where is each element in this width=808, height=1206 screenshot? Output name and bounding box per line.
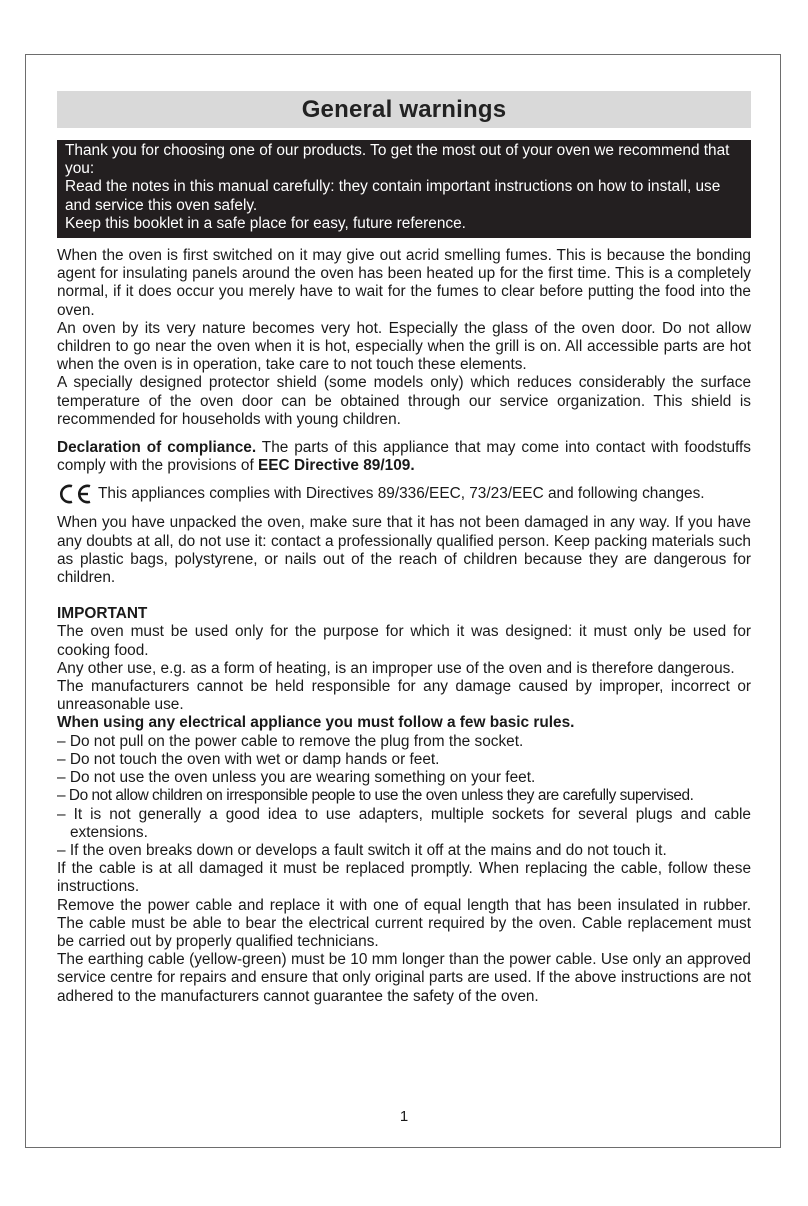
page-title: General warnings <box>57 91 751 128</box>
rule-item: – Do not allow children on irresponsible people to use the oven unless they are carefully supervised. <box>57 787 694 805</box>
page-number: 1 <box>399 1108 409 1125</box>
compliance-paragraph <box>57 439 751 475</box>
compliance-directive: EEC Directive 89/109. <box>258 457 415 475</box>
important-section <box>57 605 751 1005</box>
important-use: The oven must be used only for the purpose for which it was designed: it must only be used for cooking food. <box>57 623 751 659</box>
earthing-paragraph: The earthing cable (yellow-green) must be 10 mm longer than the power cable. Use only an approved service centre for repairs and ensure that only original parts are used. If the above instructions are not adhered to the manufacturers cannot guarantee the safety of the oven. <box>57 951 751 1005</box>
cable-damage-paragraph: If the cable is at all damaged it must be replaced promptly. When replacing the cable, follow these instructions. <box>57 860 751 896</box>
rule-item: – Do not use the oven unless you are wearing something on your feet. <box>57 769 536 787</box>
ce-mark-icon <box>57 483 93 505</box>
rule-item: – Do not pull on the power cable to remove the plug from the socket. <box>57 732 524 750</box>
important-other-use: Any other use, e.g. as a form of heating, is an improper use of the oven and is therefore dangerous. <box>57 659 735 677</box>
paragraph-unpack: When you have unpacked the oven, make sure that it has not been damaged in any way. If you have any doubts at all, do not use it: contact a professionally qualified person. Keep packing materials such as plastic bags, polystyrene, or nails out of the reach of children because they are dangerous for children. <box>57 514 751 587</box>
rule-item: – If the oven breaks down or develops a fault switch it off at the mains and do not touch it. <box>57 841 667 859</box>
ce-statement <box>57 483 751 505</box>
unpack-section <box>57 514 751 587</box>
important-heading: IMPORTANT <box>57 605 148 623</box>
intro-keep-booklet: Keep this booklet in a safe place for easy, future reference. <box>65 214 466 232</box>
page-content <box>57 91 751 1006</box>
paragraph-shield: A specially designed protector shield (some models only) which reduces considerably the surface temperature of the oven door can be obtained through our service organization. This shield is recommended for households with young children. <box>57 374 751 428</box>
cable-replace-paragraph: Remove the power cable and replace it with one of equal length that has been insulated in rubber. The cable must be able to bear the electrical current required by the oven. Cable replacement must be carried out by properly qualified technicians. <box>57 896 751 950</box>
important-responsibility: The manufacturers cannot be held responsible for any damage caused by improper, incorrect or unreasonable use. <box>57 678 751 714</box>
compliance-text: The parts of this appliance that may come into contact with foodstuffs comply with the provisions of <box>57 439 751 475</box>
intro-read-notes: Read the notes in this manual carefully: they contain important instructions on how to install, use and service this oven safely. <box>65 178 721 214</box>
rules-heading: When using any electrical appliance you must follow a few basic rules. <box>57 714 575 732</box>
warnings-section <box>57 247 751 429</box>
paragraph-hot: An oven by its very nature becomes very hot. Especially the glass of the oven door. Do not allow children to go near the oven when it is hot, especially when the grill is on. All accessible parts are hot when the oven is in operation, take care to not touch these elements. <box>57 319 751 374</box>
compliance-section <box>57 439 751 475</box>
compliance-label: Declaration of compliance. <box>57 439 257 457</box>
intro-box <box>57 140 751 238</box>
rule-item: – It is not generally a good idea to use adapters, multiple sockets for several plugs and cable extensions. <box>57 805 751 841</box>
intro-thanks: Thank you for choosing one of our products. To get the most out of your oven we recommend that you: <box>65 142 730 178</box>
ce-text: This appliances complies with Directives 89/336/EEC, 73/23/EEC and following changes. <box>98 485 705 503</box>
paragraph-fumes: When the oven is first switched on it may give out acrid smelling fumes. This is because the bonding agent for insulating panels around the oven has been heated up for the first time. This is a completely normal, if it does occur you merely have to wait for the fumes to clear before putting the food into the oven. <box>57 247 751 319</box>
rule-item: – Do not touch the oven with wet or damp hands or feet. <box>57 750 440 768</box>
